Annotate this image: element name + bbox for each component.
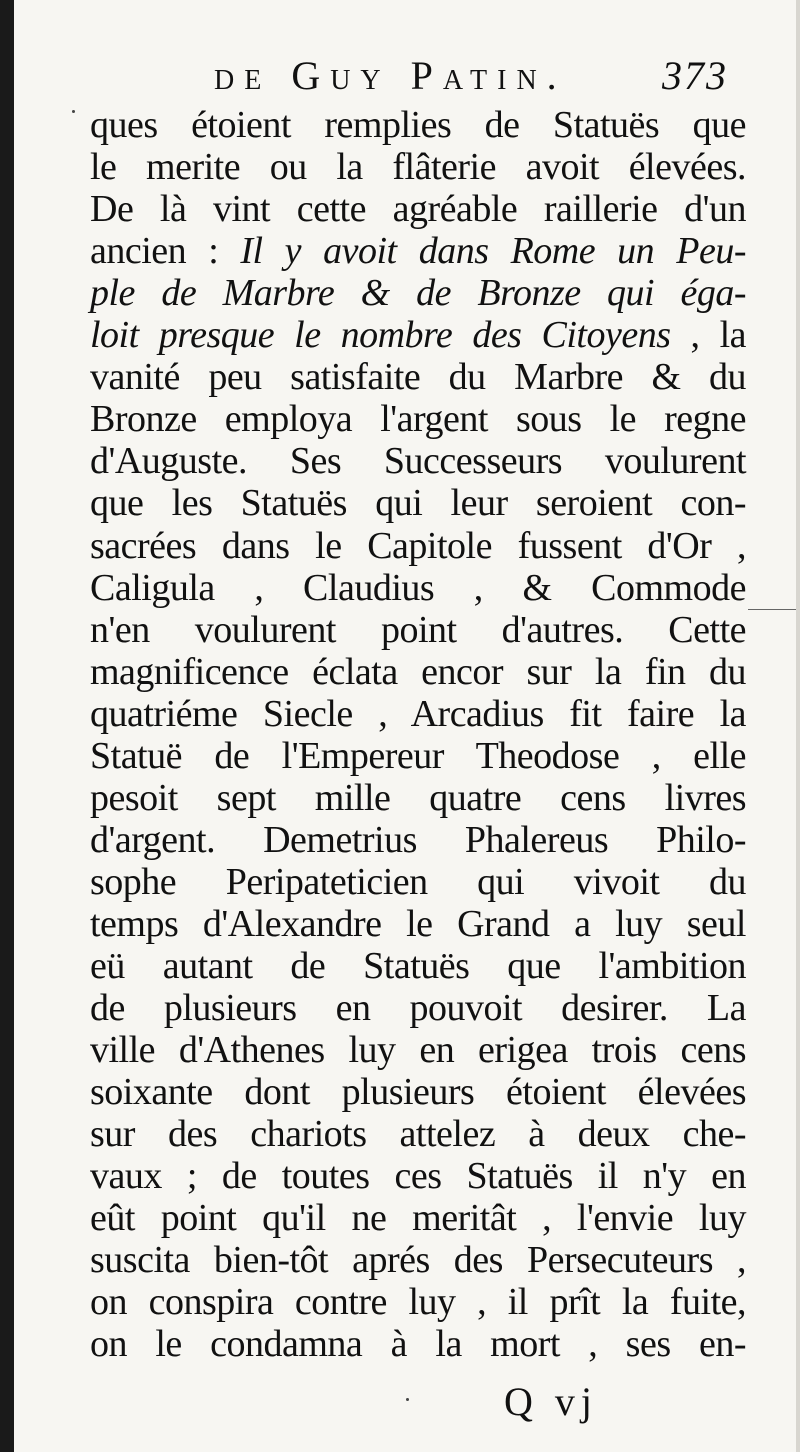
page-number: 373 (662, 53, 728, 98)
text-line: sophe Peripateticien qui vivoit du (90, 860, 746, 903)
text-line (90, 313, 746, 357)
text-line: temps d'Alexandre le Grand a luy seul (90, 902, 746, 945)
text-line: le merite ou la flâterie avoit élevées. (90, 146, 746, 189)
text-line: pesoit sept mille quatre cens livres (90, 776, 746, 819)
text-run: ancien : (90, 230, 241, 273)
text-line: Caligula , Claudius , & Commode (90, 566, 746, 609)
running-head (14, 52, 800, 108)
text-line (90, 271, 746, 315)
text-line: eût point qu'il ne meritât , l'envie luy (90, 1197, 746, 1240)
text-line: vanité peu satisfaite du Marbre & du (90, 356, 746, 399)
text-line: eü autant de Statuës que l'ambition (90, 945, 746, 987)
text-line: quatriéme Siecle , Arcadius fit faire la (90, 692, 746, 735)
text-line: sur des chariots attelez à deux che- (90, 1113, 746, 1156)
margin-rule (748, 609, 800, 610)
text-line: De là vint cette agréable raillerie d'un (90, 188, 746, 231)
text-line (90, 229, 746, 273)
running-title: de Guy Patin. (214, 53, 567, 98)
italic-quotation: Il y avoit dans Rome un Peu- (240, 230, 746, 273)
text-line: que les Statuës qui leur seroient con- (90, 482, 746, 525)
ink-speck (72, 110, 75, 113)
italic-quotation: loit presque le nombre des Citoyens (90, 314, 671, 357)
text-run: , la (670, 314, 746, 357)
text-line: n'en voulurent point d'autres. Cette (90, 608, 746, 651)
text-line: de plusieurs en pouvoit desirer. La (90, 987, 746, 1030)
italic-quotation: ple de Marbre & de Bronze qui éga- (90, 272, 746, 315)
text-line: vaux ; de toutes ces Statuës il n'y en (90, 1155, 746, 1198)
text-line: d'Auguste. Ses Successeurs voulurent (90, 440, 746, 483)
text-line: on le condamna à la mort , ses en- (90, 1323, 746, 1366)
text-line: ques étoient remplies de Statuës que (90, 104, 746, 146)
text-line: on conspira contre luy , il prît la fuite, (90, 1281, 746, 1324)
text-line: magnificence éclata encor sur la fin du (90, 650, 746, 693)
text-line: ville d'Athenes luy en erigea trois cens (90, 1029, 746, 1072)
text-line: suscita bien-tôt aprés des Persecuteurs , (90, 1239, 746, 1282)
text-line: Statuë de l'Empereur Theodose , elle (90, 734, 746, 777)
ink-speck (406, 1398, 409, 1401)
text-line: soixante dont plusieurs étoient élevées (90, 1071, 746, 1114)
text-line: Bronze employa l'argent sous le regne (90, 398, 746, 441)
text-line: sacrées dans le Capitole fussent d'Or , (90, 524, 746, 567)
signature-mark: Q vj (504, 1379, 598, 1424)
text-line: d'argent. Demetrius Phalereus Philo- (90, 818, 746, 861)
